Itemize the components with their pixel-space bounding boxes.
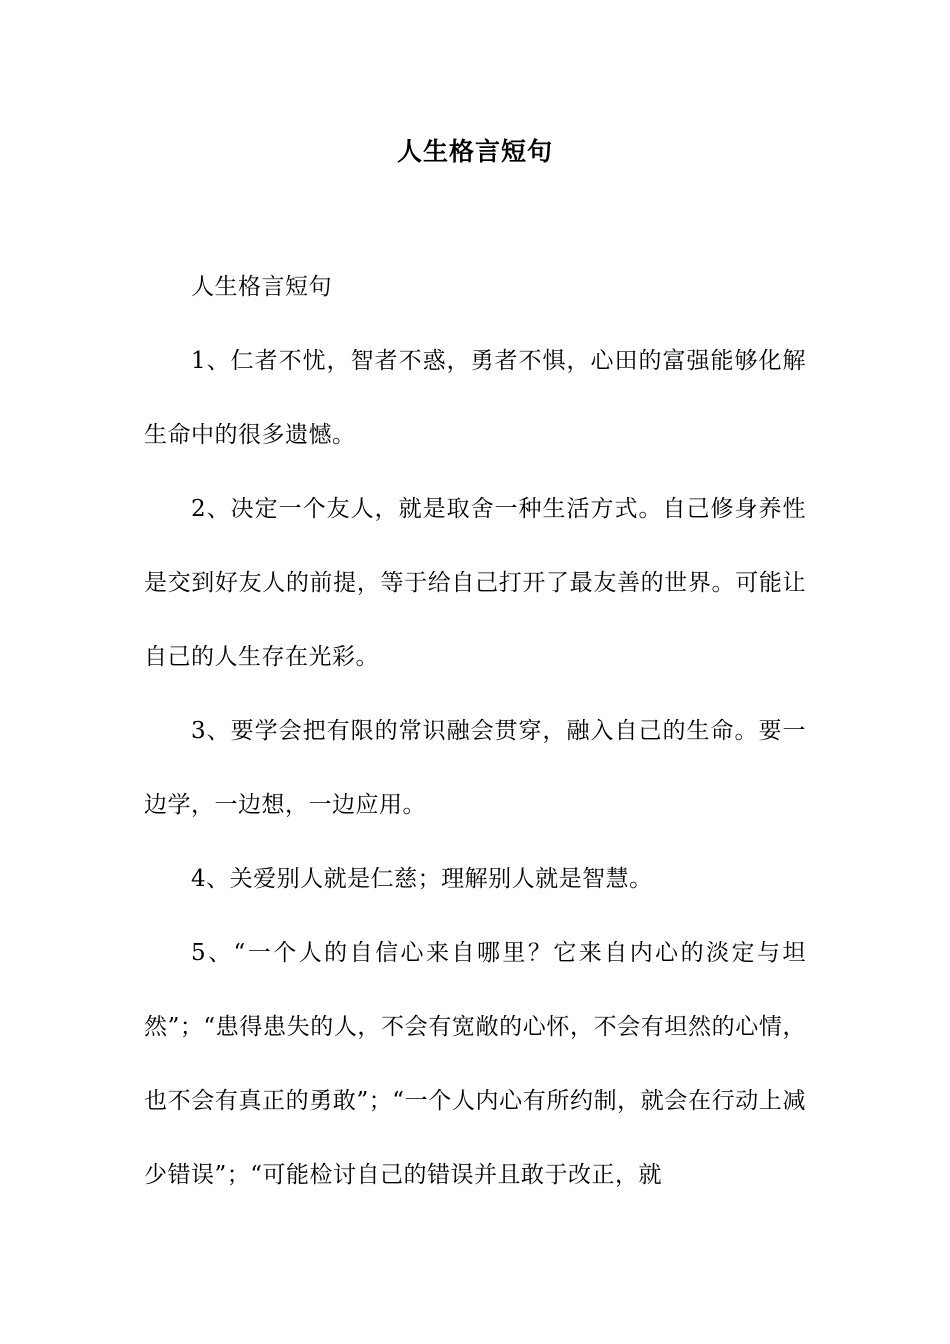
paragraph-heading: 人生格言短句 <box>191 274 332 300</box>
paragraph-3: 3、要学会把有限的常识融会贯穿，融入自己的生命。要一边学，一边想，一边应用。 <box>144 718 806 818</box>
document-body <box>144 250 806 1212</box>
document-title: 人生格言短句 <box>396 137 553 166</box>
paragraph-5: 5、“一个人的自信心来自哪里？它来自内心的淡定与坦然”；“患得患失的人，不会有宽敞的心怀，不会有坦然的心情，也不会有真正的勇敢”；“一个人内心有所约制，就会在行动上减少错误”；“可能检讨自己的错误并且敢于改正，就 <box>144 940 806 1188</box>
paragraph-4: 4、关爱别人就是仁慈；理解别人就是智慧。 <box>191 866 653 892</box>
paragraph-1: 1、仁者不忧，智者不惑，勇者不惧，心田的富强能够化解生命中的很多遗憾。 <box>144 348 806 448</box>
paragraph-2: 2、决定一个友人，就是取舍一种生活方式。自己修身养性是交到好友人的前提，等于给自己打开了最友善的世界。可能让自己的人生存在光彩。 <box>144 496 806 670</box>
